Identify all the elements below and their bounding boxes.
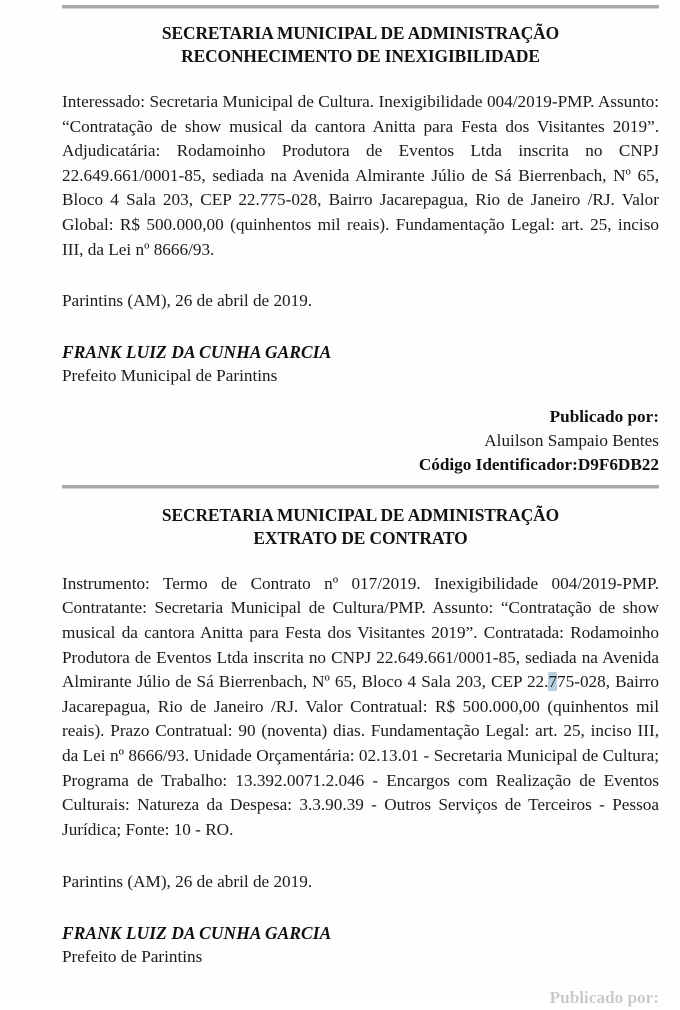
document-content-column — [62, 0, 659, 968]
section-two-signer-role: Prefeito de Parintins — [62, 946, 203, 966]
section-two-body-part-1: Instrumento: Termo de Contrato nº 017/2019. Inexigibilidade 004/2019-PMP. Contratante: Secretaria Municipal de Cultura/PMP. Assunto: “Contratação de show musical da cantora Anitta para Festa dos Visitantes 2019”. Contratada: Rodamoinho Produtora de Eventos Ltda inscrita no CNPJ 22.649.661/0001-85, sediada na Avenida Almirante Júlio de Sá Bierrenbach, Nº 65, Bloco 4 Sala 203, CEP 22. — [62, 573, 659, 692]
section-one-date-line: Parintins (AM), 26 de abril de 2019. — [62, 291, 313, 311]
selected-text-highlight[interactable]: 7 — [548, 672, 558, 692]
section-two-body — [62, 572, 659, 843]
section-one-published-by-block — [62, 405, 659, 477]
section-one-heading — [62, 22, 659, 68]
section-one-identifier-code: Código Identificador:D9F6DB22 — [418, 454, 659, 474]
section-two-published-by-label-cut — [62, 986, 659, 1007]
section-two-date-line: Parintins (AM), 26 de abril de 2019. — [62, 872, 313, 892]
section-two-heading-line-1: SECRETARIA MUNICIPAL DE ADMINISTRAÇÃO — [161, 504, 560, 525]
section-two-published-by-label-text: Publicado por: — [549, 988, 659, 1007]
section-separator-top — [62, 5, 659, 8]
section-two-heading-line-2: EXTRATO DE CONTRATO — [253, 527, 468, 548]
section-one-published-by-label: Publicado por: — [549, 406, 659, 426]
section-one-signer-name: FRANK LUIZ DA CUNHA GARCIA — [62, 341, 332, 362]
section-two-signer-name: FRANK LUIZ DA CUNHA GARCIA — [62, 922, 332, 943]
section-one-heading-line-2: RECONHECIMENTO DE INEXIGIBILIDADE — [181, 46, 540, 66]
section-one-signer-role: Prefeito Municipal de Parintins — [62, 365, 278, 385]
section-one-heading-line-1: SECRETARIA MUNICIPAL DE ADMINISTRAÇÃO — [161, 23, 560, 43]
section-two-heading — [62, 504, 659, 550]
section-separator-middle — [62, 485, 659, 488]
section-one-published-by-name: Aluilson Sampaio Bentes — [484, 430, 659, 450]
section-one-body: Interessado: Secretaria Municipal de Cultura. Inexigibilidade 004/2019-PMP. Assunto: “Contratação de show musical da cantora Anitta para Festa dos Visitantes 2019”. Adjudicatária: Rodamoinho Produtora de Eventos Ltda inscrita no CNPJ 22.649.661/0001-85, sediada na Avenida Almirante Júlio de Sá Bierrenbach, Nº 65, Bloco 4 Sala 203, CEP 22.775-028, Bairro Jacarepagua, Rio de Janeiro /RJ. Valor Global: R$ 500.000,00 (quinhentos mil reais). Fundamentação Legal: art. 25, inciso III, da Lei nº 8666/93. — [62, 92, 659, 259]
section-two-body-part-2: 75-028, Bairro Jacarepagua, Rio de Janeiro /RJ. Valor Contratual: R$ 500.000,00 (quinhentos mil reais). Prazo Contratual: 90 (noventa) dias. Fundamentação Legal: art. 25, inciso III, da Lei nº 8666/93. Unidade Orçamentária: 02.13.01 - Secretaria Municipal de Cultura; Programa de Trabalho: 13.392.0071.2.046 - Encargos com Realização de Eventos Culturais: Natureza da Despesa: 3.3.90.39 - Outros Serviços de Terceiros - Pessoa Jurídica; Fonte: 10 - RO. — [62, 672, 659, 839]
